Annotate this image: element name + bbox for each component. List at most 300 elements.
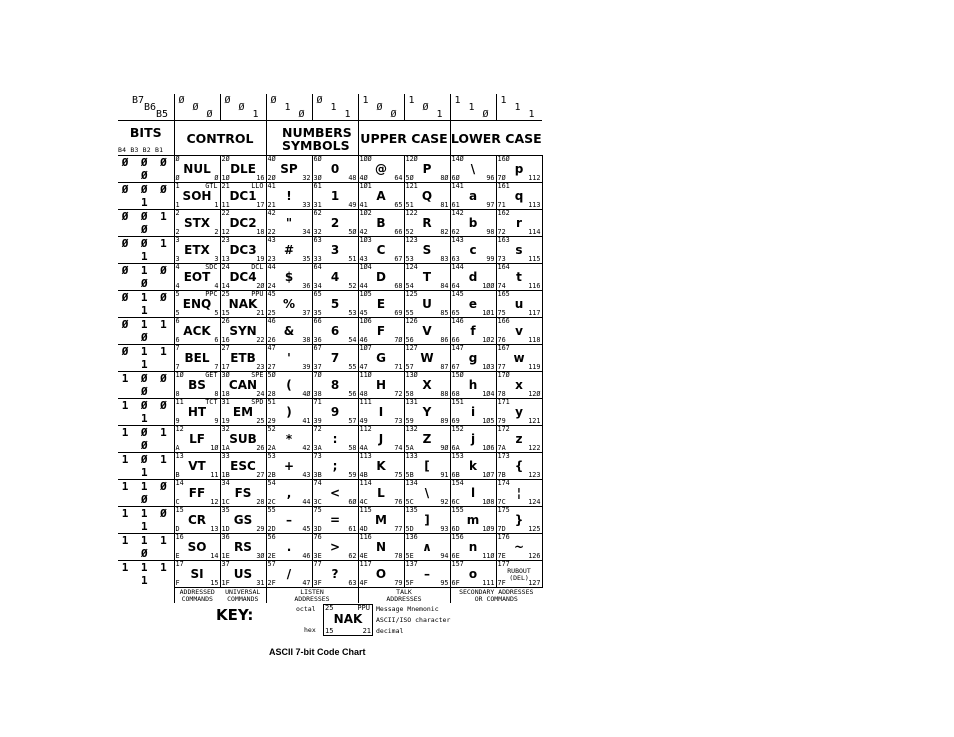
code-cell: [174, 345, 220, 372]
code-cell: [496, 534, 542, 561]
hex-value: 76: [497, 336, 506, 344]
code-cell: [220, 480, 266, 507]
character: M: [375, 513, 387, 527]
ascii-code-chart: [118, 94, 542, 603]
decimal-value: 65: [394, 201, 403, 209]
character: ACK: [183, 324, 211, 338]
character: 5: [330, 297, 340, 311]
group-numbers-symbols: [266, 121, 358, 156]
octal-value: 132: [405, 425, 418, 433]
decimal-value: 3: [214, 255, 219, 263]
octal-value: 121: [405, 182, 418, 190]
hex-value: 3: [175, 255, 180, 263]
octal-value: 73: [313, 452, 322, 460]
decimal-value: 119: [528, 363, 541, 371]
code-cell: [220, 534, 266, 561]
hex-value: 62: [451, 228, 460, 236]
bits-title-cell: [118, 121, 174, 156]
code-cell: [450, 426, 496, 453]
character: .: [286, 540, 292, 554]
key-hex: 15: [325, 627, 334, 635]
hex-value: 42: [359, 228, 368, 236]
code-cell: [496, 480, 542, 507]
code-cell: [266, 561, 312, 588]
character: HT: [187, 405, 207, 419]
footer-universal-commands: UNIVERSAL COMMANDS: [225, 588, 261, 603]
decimal-value: 75: [394, 471, 403, 479]
hex-value: 77: [497, 363, 506, 371]
decimal-value: 1Ø2: [482, 336, 495, 344]
character: >: [329, 540, 341, 554]
octal-value: 54: [267, 479, 276, 487]
code-cell: [496, 372, 542, 399]
hex-value: 3D: [313, 525, 322, 533]
character: 7: [330, 351, 340, 365]
character: X: [422, 378, 432, 392]
octal-value: 116: [359, 533, 372, 541]
character: i: [470, 405, 476, 419]
code-cell: [358, 183, 404, 210]
decimal-value: 1: [214, 201, 219, 209]
code-cell: [220, 237, 266, 264]
decimal-value: 12Ø: [528, 390, 541, 398]
code-cell: [312, 345, 358, 372]
code-cell: [174, 183, 220, 210]
hex-value: 1: [175, 201, 180, 209]
decimal-value: 48: [348, 174, 357, 182]
hex-value: 17: [221, 363, 230, 371]
decimal-value: 29: [256, 525, 265, 533]
octal-value: 52: [267, 425, 276, 433]
octal-value: 16Ø: [497, 155, 510, 163]
hex-value: 1Ø: [221, 174, 230, 182]
code-cell: [312, 372, 358, 399]
hex-value: 6Ø: [451, 174, 460, 182]
character: SO: [187, 540, 207, 554]
decimal-value: 36: [302, 282, 311, 290]
hex-value: 3E: [313, 552, 322, 560]
octal-value: 31: [221, 398, 230, 406]
octal-value: 65: [313, 290, 322, 298]
decimal-value: 1Ø9: [482, 525, 495, 533]
decimal-value: 33: [302, 201, 311, 209]
decimal-value: 43: [302, 471, 311, 479]
octal-value: 26: [221, 317, 230, 325]
decimal-value: 23: [256, 363, 265, 371]
hex-value: 25: [267, 309, 276, 317]
octal-value: 13Ø: [405, 371, 418, 379]
row-bits: Ø Ø 1 1: [118, 237, 174, 264]
decimal-value: 13: [210, 525, 219, 533]
hex-value: 14: [221, 282, 230, 290]
octal-value: 55: [267, 506, 276, 514]
octal-value: 17: [175, 560, 184, 568]
character: ¦: [516, 486, 522, 500]
code-cell: [312, 561, 358, 588]
hex-value: 79: [497, 417, 506, 425]
hex-value: 7Ø: [497, 174, 506, 182]
character: W: [420, 351, 434, 365]
hex-value: 75: [497, 309, 506, 317]
code-cell: [450, 453, 496, 480]
octal-value: 144: [451, 263, 464, 271]
character: Z: [422, 432, 432, 446]
code-cell: [358, 453, 404, 480]
code-cell: [174, 291, 220, 318]
code-cell: [450, 156, 496, 183]
hex-value: 16: [221, 336, 230, 344]
character: {: [514, 459, 524, 473]
code-row: [118, 183, 542, 210]
decimal-value: 99: [486, 255, 495, 263]
octal-value: 167: [497, 344, 510, 352]
code-cell: [266, 210, 312, 237]
decimal-value: 8: [214, 390, 219, 398]
hex-value: 65: [451, 309, 460, 317]
hex-value: 7E: [497, 552, 506, 560]
hex-value: 74: [497, 282, 506, 290]
bits-title: BITS: [129, 125, 162, 140]
row-bits: Ø Ø Ø Ø: [121, 156, 170, 182]
key-decimal: 21: [362, 627, 371, 635]
decimal-value: 8Ø: [440, 174, 449, 182]
hex-value: 49: [359, 417, 368, 425]
key-example-cell: [323, 604, 373, 636]
code-cell: [496, 156, 542, 183]
octal-value: 172: [497, 425, 510, 433]
hex-value: 57: [405, 363, 414, 371]
column-bit: Ø: [422, 102, 429, 113]
hex-value: 6: [175, 336, 180, 344]
octal-value: 137: [405, 560, 418, 568]
decimal-value: 22: [256, 336, 265, 344]
column-bits-2: [266, 94, 312, 121]
code-cell: [358, 291, 404, 318]
character: V: [422, 324, 432, 338]
octal-value: 33: [221, 452, 230, 460]
character: 8: [330, 378, 340, 392]
octal-value: 51: [267, 398, 276, 406]
decimal-value: 127: [528, 579, 541, 587]
footer-secondary-addresses: SECONDARY ADDRESSES OR COMMANDS: [450, 588, 542, 604]
hex-value: 4Ø: [359, 174, 368, 182]
decimal-value: 1Ø6: [482, 444, 495, 452]
row-bits: 1 Ø 1 Ø: [118, 426, 174, 453]
octal-value: 1: [175, 182, 180, 190]
code-cell: [450, 318, 496, 345]
character: DC1: [229, 189, 257, 203]
hex-value: A: [175, 444, 180, 452]
hex-value: 1A: [221, 444, 230, 452]
hex-value: 4: [175, 282, 180, 290]
decimal-value: 117: [528, 309, 541, 317]
octal-value: 56: [267, 533, 276, 541]
character: BS: [188, 378, 206, 392]
code-cell: [220, 453, 266, 480]
row-bits: Ø Ø 1 Ø: [118, 210, 174, 237]
decimal-value: 64: [394, 174, 403, 182]
code-cell: [174, 237, 220, 264]
row-bits: Ø 1 1 Ø: [118, 318, 174, 345]
octal-value: 13: [175, 452, 184, 460]
hex-value: 2F: [267, 579, 276, 587]
octal-value: 1ØØ: [359, 155, 372, 163]
decimal-value: 6: [214, 336, 219, 344]
hex-value: 4F: [359, 579, 368, 587]
hex-value: 35: [313, 309, 322, 317]
octal-value: 1Ø5: [359, 290, 372, 298]
decimal-value: 61: [348, 525, 357, 533]
code-cell: [312, 399, 358, 426]
octal-value: 53: [267, 452, 276, 460]
character: w: [513, 351, 525, 365]
column-bit: 1: [344, 109, 351, 120]
decimal-value: 76: [394, 498, 403, 506]
hex-value: 13: [221, 255, 230, 263]
hex-value: 73: [497, 255, 506, 263]
hex-value: 5E: [405, 552, 414, 560]
code-row: [118, 237, 542, 264]
decimal-value: 86: [440, 336, 449, 344]
code-cell: [496, 399, 542, 426]
decimal-value: Ø: [214, 174, 219, 182]
hex-value: 2: [175, 228, 180, 236]
decimal-value: 92: [440, 498, 449, 506]
character: p: [514, 162, 524, 176]
octal-value: 125: [405, 290, 418, 298]
code-cell: [266, 399, 312, 426]
octal-value: 145: [451, 290, 464, 298]
decimal-value: 12: [210, 498, 219, 506]
code-cell: [174, 480, 220, 507]
code-cell: [266, 426, 312, 453]
decimal-value: 1ØØ: [482, 282, 495, 290]
decimal-value: 126: [528, 552, 541, 560]
octal-value: 173: [497, 452, 510, 460]
code-cell: [220, 399, 266, 426]
row-bits: Ø Ø Ø 1: [118, 183, 174, 210]
character: S: [422, 243, 432, 257]
octal-value: 1Ø4: [359, 263, 372, 271]
octal-value: 7: [175, 344, 180, 352]
octal-value: 64: [313, 263, 322, 271]
code-cell: [404, 561, 450, 588]
decimal-value: 96: [486, 174, 495, 182]
octal-value: 176: [497, 533, 510, 541]
character: DC2: [229, 216, 257, 230]
decimal-value: 114: [528, 228, 541, 236]
decimal-value: 39: [302, 363, 311, 371]
code-row: [118, 156, 542, 183]
character: [: [424, 459, 430, 473]
hex-value: 7D: [497, 525, 506, 533]
octal-value: 155: [451, 506, 464, 514]
code-rows: [118, 156, 542, 588]
hex-value: 1D: [221, 525, 230, 533]
octal-value: 1Ø7: [359, 344, 372, 352]
octal-value: 74: [313, 479, 322, 487]
decimal-value: 85: [440, 309, 449, 317]
hex-value: C: [175, 498, 180, 506]
key-char: NAK: [333, 612, 363, 626]
octal-value: 34: [221, 479, 230, 487]
talk-listen-mnemonic: DCL: [251, 263, 264, 271]
character: –: [424, 567, 430, 581]
code-cell: [358, 480, 404, 507]
decimal-value: 6Ø: [348, 498, 357, 506]
code-cell: [496, 426, 542, 453]
code-cell: [450, 561, 496, 588]
hex-value: 61: [451, 201, 460, 209]
code-cell: [358, 534, 404, 561]
octal-value: 1Ø6: [359, 317, 372, 325]
hex-value: 46: [359, 336, 368, 344]
octal-value: 112: [359, 425, 372, 433]
decimal-value: 116: [528, 282, 541, 290]
character: G: [376, 351, 386, 365]
decimal-value: 68: [394, 282, 403, 290]
hex-value: 78: [497, 390, 506, 398]
character: /: [286, 567, 292, 581]
footer-addressed-commands: ADDRESSED COMMANDS: [174, 588, 220, 604]
code-cell: [496, 210, 542, 237]
hex-value: 68: [451, 390, 460, 398]
code-cell: [174, 372, 220, 399]
character: F: [376, 324, 386, 338]
hex-value: 63: [451, 255, 460, 263]
hex-value: 3B: [313, 471, 322, 479]
decimal-value: 41: [302, 417, 311, 425]
decimal-value: 54: [348, 336, 357, 344]
decimal-value: 84: [440, 282, 449, 290]
code-cell: [220, 264, 266, 291]
code-row: [118, 345, 542, 372]
column-bit: Ø: [376, 102, 383, 113]
hex-value: 2Ø: [267, 174, 276, 182]
character: o: [468, 567, 478, 581]
decimal-value: 24: [256, 390, 265, 398]
footer-talk-addresses: TALK ADDRESSES: [358, 588, 450, 604]
key-mnemonic-label: Message Mnemonic: [376, 605, 439, 613]
decimal-value: 45: [302, 525, 311, 533]
column-bit: Ø: [238, 102, 245, 113]
column-bit: 1: [362, 95, 369, 106]
hex-value: 15: [221, 309, 230, 317]
character: A: [376, 189, 386, 203]
hex-value: 6F: [451, 579, 460, 587]
code-cell: [358, 345, 404, 372]
row-bits: 1 1 1 1: [118, 561, 174, 588]
character: s: [515, 243, 523, 257]
character: DC3: [229, 243, 257, 257]
character: SP: [280, 162, 298, 176]
decimal-value: 63: [348, 579, 357, 587]
decimal-value: 57: [348, 417, 357, 425]
column-bit: Ø: [224, 95, 231, 106]
character: u: [514, 297, 524, 311]
decimal-value: 78: [394, 552, 403, 560]
octal-value: 114: [359, 479, 372, 487]
character: d: [468, 270, 478, 284]
decimal-value: 59: [348, 471, 357, 479]
decimal-value: 1Ø4: [482, 390, 495, 398]
decimal-value: 112: [528, 174, 541, 182]
character: x: [515, 378, 523, 392]
code-cell: [496, 318, 542, 345]
decimal-value: 38: [302, 336, 311, 344]
octal-value: 25: [221, 290, 230, 298]
character: DLE: [230, 162, 256, 176]
code-cell: [404, 534, 450, 561]
octal-value: 71: [313, 398, 322, 406]
octal-value: 136: [405, 533, 418, 541]
octal-value: 152: [451, 425, 464, 433]
character: 3: [330, 243, 340, 257]
code-cell: [266, 480, 312, 507]
octal-value: 131: [405, 398, 418, 406]
code-cell: [266, 237, 312, 264]
code-cell: [312, 210, 358, 237]
octal-value: 77: [313, 560, 322, 568]
row-bits: Ø 1 1 1: [118, 345, 174, 372]
character: US: [233, 567, 253, 581]
decimal-value: 19: [256, 255, 265, 263]
code-cell: [220, 183, 266, 210]
decimal-value: 72: [394, 390, 403, 398]
hex-value: 54: [405, 282, 414, 290]
code-cell: [174, 534, 220, 561]
character: C: [376, 243, 386, 257]
code-cell: [174, 561, 220, 588]
character: R: [422, 216, 432, 230]
code-cell: [496, 507, 542, 534]
octal-value: 163: [497, 236, 510, 244]
hex-value: 5C: [405, 498, 414, 506]
decimal-value: 34: [302, 228, 311, 236]
hex-value: 12: [221, 228, 230, 236]
octal-value: 124: [405, 263, 418, 271]
hex-value: 4E: [359, 552, 368, 560]
octal-value: 7Ø: [313, 371, 322, 379]
octal-value: 164: [497, 263, 510, 271]
octal-value: 142: [451, 209, 464, 217]
octal-value: 47: [267, 344, 276, 352]
octal-value: 37: [221, 560, 230, 568]
code-cell: [220, 156, 266, 183]
code-cell: [404, 453, 450, 480]
character: :: [332, 432, 338, 446]
octal-value: 3Ø: [221, 371, 230, 379]
octal-value: 61: [313, 182, 322, 190]
character: D: [376, 270, 386, 284]
decimal-value: 5Ø: [348, 228, 357, 236]
code-cell: [450, 399, 496, 426]
group-control: CONTROL: [174, 121, 266, 156]
decimal-value: 125: [528, 525, 541, 533]
column-bit: Ø: [298, 109, 305, 120]
octal-value: 6Ø: [313, 155, 322, 163]
octal-value: 21: [221, 182, 230, 190]
character: 6: [330, 324, 340, 338]
hex-value: 19: [221, 417, 230, 425]
hex-value: 36: [313, 336, 322, 344]
hex-value: 5F: [405, 579, 414, 587]
character: I: [378, 405, 384, 419]
column-bits-6: [450, 94, 496, 121]
hex-value: 18: [221, 390, 230, 398]
character: e: [468, 297, 478, 311]
decimal-value: 28: [256, 498, 265, 506]
